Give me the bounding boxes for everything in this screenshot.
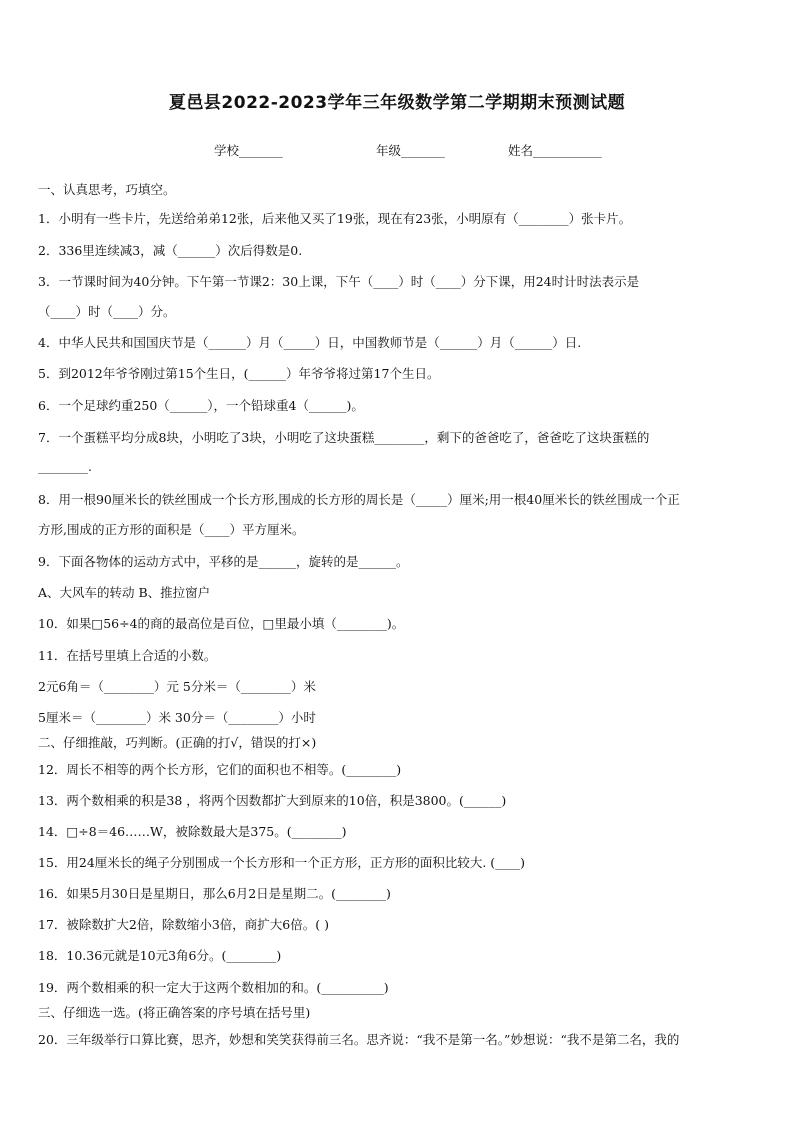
- question-11: 11．在括号里填上合适的小数。: [38, 648, 217, 663]
- question-18: 18．10.36元就是10元3角6分。(________): [38, 948, 282, 963]
- question-6: 6．一个足球约重250（______），一个铅球重4（______)。: [38, 398, 364, 413]
- question-16: 16．如果5月30日是星期日，那么6月2日是星期二。(________): [38, 886, 391, 901]
- question-9-options: A、大风车的转动 B、推拉窗户: [38, 585, 211, 600]
- section-1-heading: 一、认真思考，巧填空。: [38, 182, 176, 197]
- question-19: 19．两个数相乘的积一定大于这两个数相加的和。(__________): [38, 980, 389, 995]
- section-2-heading: 二、仔细推敲，巧判断。(正确的打√，错误的打×): [38, 735, 317, 750]
- question-3: 3．一节课时间为40分钟。下午第一节课2：30上课，下午（____）时（____）分下课，用24时计时法表示是: [38, 274, 640, 289]
- question-2: 2．336里连续减3，减（______）次后得数是0.: [38, 243, 303, 258]
- question-4: 4．中华人民共和国国庆节是（______）月（_____）日，中国教师节是（______）月（______）日.: [38, 335, 582, 350]
- question-20: 20．三年级举行口算比赛，思齐，妙想和笑笑获得前三名。思齐说：“我不是第一名。”妙想说：“我不是第二名，我的: [38, 1032, 680, 1047]
- question-8: 8．用一根90厘米长的铁丝围成一个长方形,围成的长方形的周长是（_____）厘米;用一根40厘米长的铁丝围成一个正: [38, 492, 680, 507]
- question-17: 17．被除数扩大2倍，除数缩小3倍，商扩大6倍。( ): [38, 917, 329, 932]
- question-9: 9．下面各物体的运动方式中，平移的是______，旋转的是______。: [38, 554, 409, 569]
- name-field: 姓名___________: [508, 143, 602, 158]
- question-7: 7．一个蛋糕平均分成8块，小明吃了3块，小明吃了这块蛋糕________，剩下的爸爸吃了，爸爸吃了这块蛋糕的: [38, 430, 650, 445]
- question-5: 5．到2012年爷爷刚过第15个生日，(______）年爷爷将过第17个生日。: [38, 366, 440, 381]
- section-3-heading: 三、仔细选一选。(将正确答案的序号填在括号里): [38, 1005, 311, 1020]
- question-8-cont: 方形,围成的正方形的面积是（____）平方厘米。: [38, 522, 305, 537]
- question-3-cont: （____）时（____）分。: [38, 304, 176, 319]
- question-14: 14．□÷8＝46……W，被除数最大是375。(________): [38, 824, 347, 839]
- grade-field: 年级_______: [376, 143, 445, 158]
- question-7-cont: ________.: [38, 459, 92, 474]
- school-field: 学校_______: [214, 143, 283, 158]
- question-1: 1．小明有一些卡片，先送给弟弟12张，后来他又买了19张，现在有23张，小明原有（________）张卡片。: [38, 211, 632, 226]
- question-11-row-1: 2元6角＝（________）元 5分米＝（________）米: [38, 679, 316, 694]
- question-11-row-2: 5厘米＝（________）米 30分＝（________）小时: [38, 710, 316, 725]
- question-12: 12．周长不相等的两个长方形，它们的面积也不相等。(________): [38, 762, 402, 777]
- question-15: 15．用24厘米长的绳子分别围成一个长方形和一个正方形，正方形的面积比较大. (____): [38, 855, 526, 870]
- question-10: 10．如果□56÷4的商的最高位是百位，□里最小填（________)。: [38, 616, 405, 631]
- question-13: 13．两个数相乘的积是38 ，将两个因数都扩大到原来的10倍，积是3800。(______): [38, 793, 507, 808]
- page-title: 夏邑县2022-2023学年三年级数学第二学期期末预测试题: [168, 93, 626, 113]
